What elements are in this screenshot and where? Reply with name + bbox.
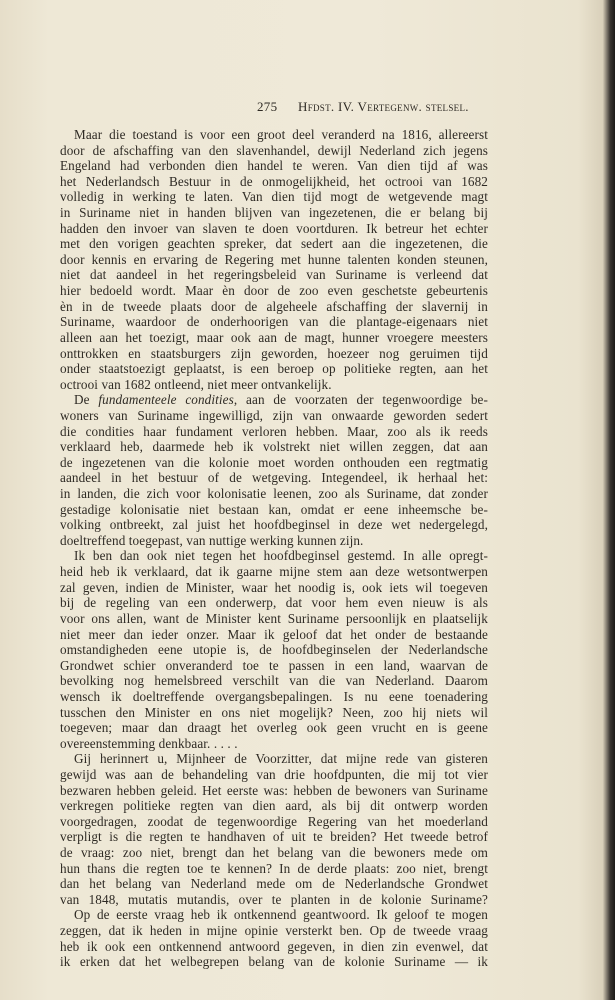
text-line: niet meer dan ieder onzer. Maar ik geloof dat het onder de bestaande: [60, 626, 488, 642]
page-header: [0, 99, 615, 115]
text-line: in landen, die zich voor kolonisatie leenen, zoo als Suriname, dat zonder: [60, 486, 488, 502]
text-line: toegeven; maar dan draagt het overleg ook geen vrucht en is geene: [60, 720, 488, 736]
text-line: hun thans die regten toe te kennen? In de derde plaats: zoo niet, brengt: [60, 860, 488, 876]
text-line: de vraag: zoo niet, brengt dan het belang van die bewoners mede om: [60, 845, 488, 861]
text-line: door kennis en ervaring de Regering met hunne talenten konden steunen,: [60, 251, 488, 267]
text-line: verklaard heb, daarmede heb ik volstrekt niet willen zeggen, dat aan: [60, 439, 488, 455]
text-fragment: De: [74, 392, 99, 408]
text-fragment: , aan de voorzaten der tegenwoordige be-: [233, 392, 489, 408]
text-line: gewijd was aan de behandeling van drie hoofdpunten, die mij tot vier: [60, 766, 488, 782]
text-line: omstandigheden eene utopie is, de hoofdbeginselen der Nederlandsche: [60, 642, 488, 658]
text-line: hier bedoeld wordt. Maar èn door de zoo even geschetste gebeurtenis: [60, 283, 488, 299]
text-line: dan het belang van Nederland mede om de Nederlandsche Grondwet: [60, 876, 488, 892]
text-line: hadden den invoer van slaven te doen voortduren. Ik betreur het echter: [60, 220, 488, 236]
text-line: Ik ben dan ook niet tegen het hoofdbeginsel gestemd. In alle opregt-: [74, 548, 488, 564]
text-line: bevolking nog hemelsbreed verschilt van die van Nederland. Daarom: [60, 673, 488, 689]
text-line: Grondwet schier onveranderd toe te passen in een land, waarvan de: [60, 657, 488, 673]
text-line: wensch ik doeltreffende overgangsbepalingen. Is nu eene toenadering: [60, 688, 488, 704]
text-line: zal geven, indien de Minister, waar het noodig is, ook iets wil toegeven: [60, 579, 488, 595]
text-line: verkregen politieke regten van dien aard, als bij dit ontwerp worden: [60, 798, 488, 814]
text-line: aandeel in het bestuur of de wetgeving. Integendeel, ik herhaal het:: [60, 470, 488, 486]
text-line: bezwaren hebben geleid. Het eerste was: hebben de bewoners van Suriname: [60, 782, 488, 798]
text-line: in Suriname niet in handen blijven van ingezetenen, die er belang bij: [60, 205, 488, 221]
text-line: die condities haar fundament verloren hebben. Maar, zoo als ik reeds: [60, 423, 488, 439]
text-line: tusschen den Minister en ons niet mogelijk? Neen, zoo hij niets wil: [60, 704, 488, 720]
text-line: voor ons allen, want de Minister kent Suriname persoonlijk en plaatselijk: [60, 610, 488, 626]
text-line: heid heb ik verklaard, dat ik gaarne mijne stem aan deze wetsontwerpen: [60, 564, 488, 580]
text-line: met den vorigen geachten spreker, dat sedert aan die ingezetenen, die: [60, 236, 488, 252]
text-line: van 1848, mutatis mutandis, over te planten in de kolonie Suriname?: [60, 891, 488, 907]
text-line: volking ontbreekt, zal juist het hoofdbeginsel in deze wet nedergelegd,: [60, 517, 488, 533]
text-line: voorgedragen, zoodat de tegenwoordige Regering van het moederland: [60, 813, 488, 829]
text-line: de ingezetenen van die kolonie moet worden onthouden een regtmatig: [60, 454, 488, 470]
page-number: 275: [257, 99, 278, 114]
body-text: [60, 127, 488, 970]
text-line: bij de regeling van een onderwerp, dat voor hem even nieuw is als: [60, 595, 488, 611]
text-line: ik erken dat het welbegrepen belang van de kolonie Suriname — ik: [60, 954, 488, 970]
text-line: onder staatstoezigt geplaatst, is een beroep op politieke regten, aan het: [60, 361, 488, 377]
text-line: niet dat aandeel in het regeringsbeleid van Suriname is verleend dat: [60, 267, 488, 283]
text-line: Op de eerste vraag heb ik ontkennend geantwoord. Ik geloof te mogen: [74, 907, 488, 923]
text-line: verpligt is die regten te handhaven of uit te breiden? Het tweede betrof: [60, 829, 488, 845]
text-line: èn in de tweede plaats door de algeheele afschaffing der slavernij in: [60, 298, 488, 314]
text-line: onttrokken en staatsburgers zijn geworden, hoezeer nog geruimen tijd: [60, 345, 488, 361]
text-line: [60, 392, 488, 408]
text-line: alleen aan het toezigt, maar ook aan de magt, hunner vroegere meesters: [60, 329, 488, 345]
text-line: gestadige kolonisatie niet bestaan kan, omdat er eene inheemsche be-: [60, 501, 488, 517]
text-line: Gij herinnert u, Mijnheer de Voorzitter, dat mijne rede van gisteren: [74, 751, 488, 767]
text-line: zeggen, dat ik heden in mijne opinie versterkt ben. Op de tweede vraag: [60, 923, 488, 939]
text-line: doeltreffend toegepast, van nuttige werking kunnen zijn.: [60, 532, 364, 548]
text-line: Suriname, waardoor de onderhoorigen van die plantage-eigenaars niet: [60, 314, 488, 330]
italic-term: fundamenteele condities: [98, 392, 234, 408]
text-line: het Nederlandsch Bestuur in de onmogelijkheid, het octrooi van 1682: [60, 173, 488, 189]
text-line: heb ik ook een ontkennend antwoord gegeven, in dien zin evenwel, dat: [60, 938, 488, 954]
text-line: Maar die toestand is voor een groot deel veranderd na 1816, allereerst: [74, 127, 488, 142]
text-line: door de afschaffing van den slavenhandel, dewijl Nederland zich jegens: [60, 142, 488, 158]
text-line: Engeland had verbonden dien handel te weren. Van dien tijd af was: [60, 158, 488, 174]
text-line: woners van Suriname ingewilligd, zijn van onwaarde geworden sedert: [60, 407, 488, 423]
text-line: volledig in werking te laten. Van dien tijd mogt de wetgevende magt: [60, 189, 488, 205]
text-line: overeenstemming denkbaar. . . . .: [60, 735, 238, 751]
running-title: Hfdst. IV. Vertegenw. stelsel.: [298, 99, 469, 114]
text-line: octrooi van 1682 ontleend, niet meer ontvankelijk.: [60, 376, 332, 392]
